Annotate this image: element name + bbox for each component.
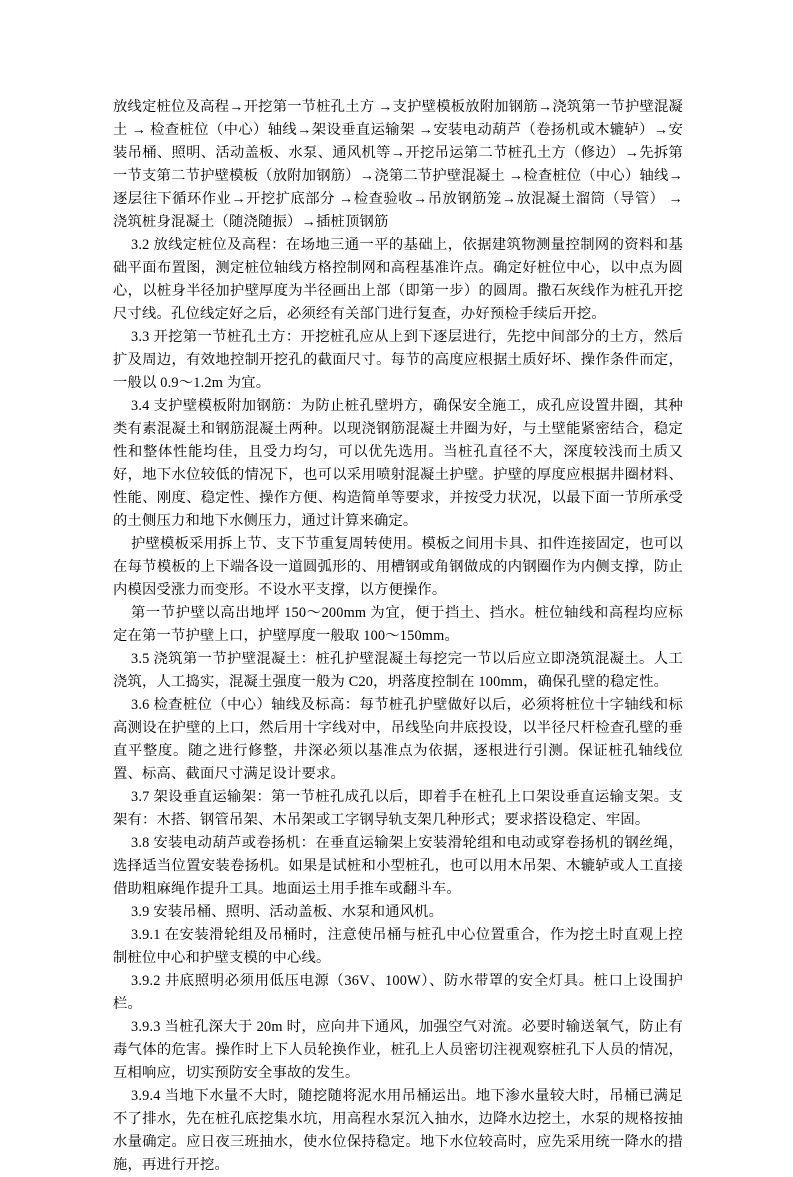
paragraph-first-ring: 第一节护壁以高出地坪 150～200mm 为宜，便于挡土、挡水。桩位轴线和高程均应标定在第一节护壁上口，护壁厚度一般取 100～150mm。 (113, 605, 683, 644)
paragraph-section-3-9-1: 3.9.1 在安装滑轮组及吊桶时，注意使吊桶与桩孔中心位置重合，作为挖土时直观上控制桩位中心和护壁支模的中心线。 (113, 927, 683, 966)
paragraph-section-3-8: 3.8 安装电动葫芦或卷扬机：在垂直运输架上安装滑轮组和电动或穿卷扬机的钢丝绳，选择适当位置安装卷扬机。如果是试桩和小型桩孔，也可以用木吊架、木辘轳或人工直接借助粗麻绳作提升工具。地面运土用手推车或翻斗车。 (113, 835, 683, 897)
paragraph-section-3-4: 3.4 支护壁模板附加钢筋：为防止桩孔壁坍方，确保安全施工，成孔应设置井圈，其种类有素混凝土和钢筋混凝土两种。以现浇钢筋混凝土井圈为好，与土壁能紧密结合，稳定性和整体性能均佳，且受力均匀，可以优先选用。当桩孔直径不大，深度较浅而土质又好，地下水位较低的情况下，也可以采用喷射混凝土护壁。护壁的厚度应根据井圈材料、性能、刚度、稳定性、操作方便、构造简单等要求，并按受力状况，以最下面一节所承受的土侧压力和地下水侧压力，通过计算来确定。 (113, 398, 683, 529)
document-content (113, 96, 683, 1177)
paragraph-process-flow: 放线定桩位及高程→开挖第一节桩孔土方 →支护壁模板放附加钢筋→浇筑第一节护壁混凝土 → 检查桩位（中心）轴线→架设垂直运输架 →安装电动葫芦（卷扬机或木辘轳）→安装吊桶、照明、活动盖板、水泵、通风机等→开挖吊运第二节桩孔土方（修边）→先拆第一节支第二节护壁模板（放附加钢筋）→浇第二节护壁混凝土 →检查桩位（中心）轴线→逐层往下循环作业→开挖扩底部分 →检查验收→吊放钢筋笼→放混凝土溜筒（导管） →浇筑桩身混凝土（随浇随振）→插桩顶钢筋 (113, 99, 683, 230)
paragraph-wall-formwork: 护壁模板采用拆上节、支下节重复周转使用。模板之间用卡具、扣件连接固定，也可以在每节模板的上下端各设一道圆弧形的、用槽钢或角钢做成的内钢圈作为内侧支撑，防止内模因受涨力而变形。不设水平支撑，以方便操作。 (113, 536, 683, 598)
paragraph-section-3-9-2: 3.9.2 井底照明必须用低压电源（36V、100W）、防水带罩的安全灯具。桩口上设围护栏。 (113, 973, 683, 1012)
paragraph-section-3-3: 3.3 开挖第一节桩孔土方：开挖桩孔应从上到下逐层进行，先挖中间部分的土方，然后扩及周边，有效地控制开挖孔的截面尺寸。每节的高度应根据土质好坏、操作条件而定，一般以 0.9～1.2m 为宜。 (113, 329, 683, 391)
paragraph-section-3-9-4: 3.9.4 当地下水量不大时，随挖随将泥水用吊桶运出。地下渗水量较大时，吊桶已满足不了排水，先在桩孔底挖集水坑，用高程水泵沉入抽水，边降水边挖土，水泵的规格按抽水量确定。应日夜三班抽水，使水位保持稳定。地下水位较高时，应先采用统一降水的措施，再进行开挖。 (113, 1088, 683, 1173)
paragraph-section-3-2: 3.2 放线定桩位及高程：在场地三通一平的基础上，依据建筑物测量控制网的资料和基础平面布置图，测定桩位轴线方格控制网和高程基准许点。确定好桩位中心，以中点为圆心，以桩身半径加护壁厚度为半径画出上部（即第一步）的圆周。撒石灰线作为桩孔开挖尺寸线。孔位线定好之后，必须经有关部门进行复查，办好预检手续后开挖。 (113, 237, 683, 322)
paragraph-section-3-6: 3.6 检查桩位（中心）轴线及标高：每节桩孔护壁做好以后，必须将桩位十字轴线和标高测设在护壁的上口，然后用十字线对中，吊线坠向井底投设，以半径尺杆检查孔壁的垂直平整度。随之进行修整，井深必须以基准点为依据，逐根进行引测。保证桩孔轴线位置、标高、截面尺寸满足设计要求。 (113, 697, 683, 782)
paragraph-section-3-9-3: 3.9.3 当桩孔深大于 20m 时，应向井下通风，加强空气对流。必要时输送氧气，防止有毒气体的危害。操作时上下人员轮换作业，桩孔上人员密切注视观察桩孔下人员的情况，互相响应，切实预防安全事故的发生。 (113, 1019, 683, 1081)
paragraph-section-3-5: 3.5 浇筑第一节护壁混凝土：桩孔护壁混凝土每挖完一节以后应立即浇筑混凝土。人工浇筑，人工捣实，混凝土强度一般为 C20，坍落度控制在 100mm，确保孔壁的稳定性。 (113, 651, 683, 690)
paragraph-section-3-9: 3.9 安装吊桶、照明、活动盖板、水泵和通风机。 (131, 904, 444, 920)
paragraph-section-3-7: 3.7 架设垂直运输架：第一节桩孔成孔以后，即着手在桩孔上口架设垂直运输支架。支架有：木搭、钢管吊架、木吊架或工字钢导轨支架几种形式；要求搭设稳定、牢固。 (113, 789, 683, 828)
